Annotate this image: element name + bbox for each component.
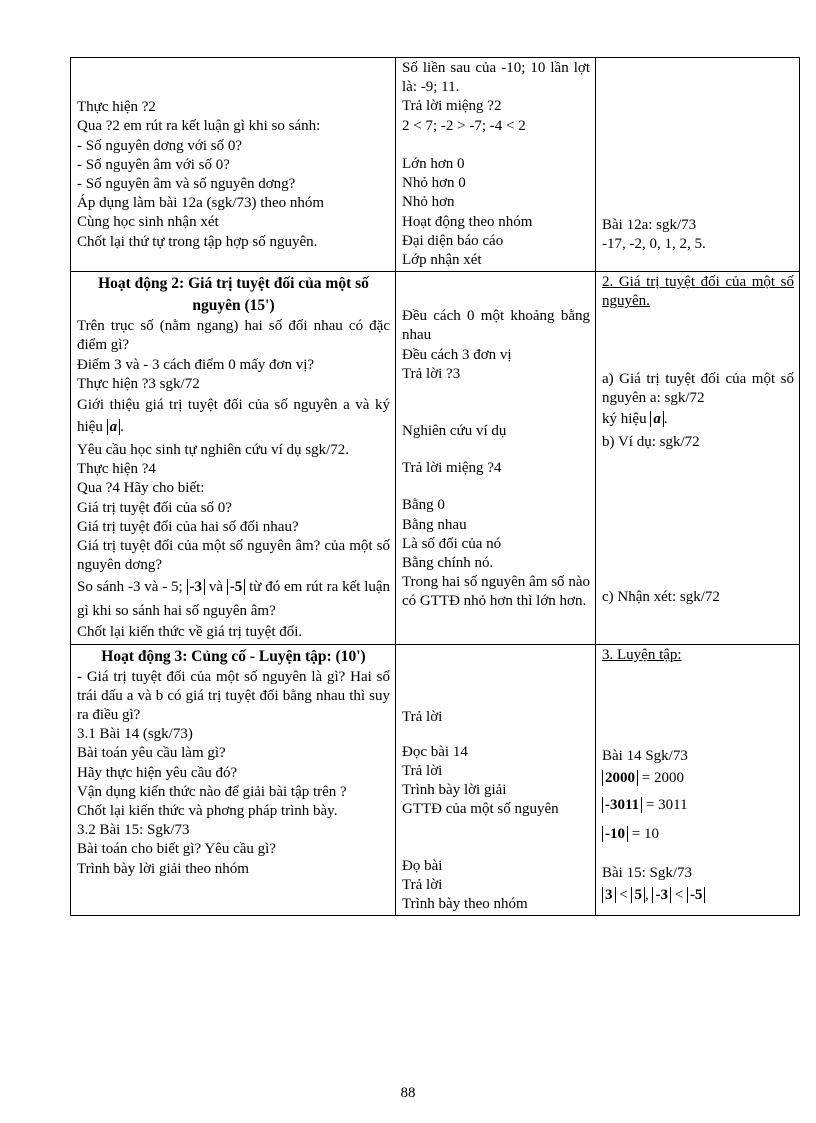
text-line: Lớn hơn 0 [402,156,465,172]
table-row [71,644,800,916]
page-number: 88 [400,1085,416,1101]
activity-heading: Hoạt động 2: Giá trị tuyệt đối của một số nguyên (15') [98,275,369,315]
text-line: Trình bày lời giải [402,782,507,799]
text-line: Yêu cầu học sinh tự nghiên cứu ví dụ sgk/72. [77,442,350,459]
activity-heading: Hoạt động 3: Củng cố - Luyện tập: (10') [101,647,366,665]
text-span: < [674,887,684,904]
text-line: b) Ví dụ: sgk/72 [602,434,700,451]
text-line: a) Giá trị tuyệt đối của một số nguyên a: sgk/72 [602,370,794,406]
text-line: Thực hiện ?3 sgk/72 [77,375,200,392]
text-line: Qua ?4 Hãy cho biết: [77,480,205,497]
text-span: , [644,887,649,904]
text-line: Trả lời [402,763,443,780]
text-line: Bài 15: Sgk/73 [602,865,693,882]
table-row [71,272,800,644]
content-cell [596,644,800,916]
text-line: -17, -2, 0, 1, 2, 5. [602,236,706,253]
abs-value-symbol: a [107,419,121,435]
text-line: Đều cách 0 một khoảng bằng nhau [402,308,590,344]
text-line: 3.1 Bài 14 (sgk/73) [77,726,193,743]
content-cell [596,272,800,644]
text-line: Cùng học sinh nhận xét [77,214,219,231]
text-line: 3.2 Bài 15: Sgk/73 [77,822,190,839]
text-line: Trả lời miệng ?2 [402,98,502,115]
text-line [602,883,794,907]
text-line: Điểm 3 và - 3 cách điểm 0 mấy đơn vị? [77,356,315,373]
text-line: - Giá trị tuyệt đối của một số nguyên là gì? Hai số trái dấu a và b có giá trị tuyệt đối bằng nhau thì suy ra điều gì? [77,668,390,724]
text-line: Bằng 0 [402,497,445,514]
text-line: Trả lời [402,708,443,725]
text-line: Bài 12a: sgk/73 [602,217,697,233]
text-span: ký hiệu [602,411,647,428]
lesson-plan-table [70,57,800,916]
text-span: = 3011 [645,797,688,814]
text-line: Thực hiện ?2 [77,99,156,116]
text-line: Qua ?2 em rút ra kết luận gì khi so sánh: [77,118,321,135]
text-span: và [208,579,223,596]
section-title: 2. Giá trị tuyệt đối của một số nguyên. [602,274,794,310]
text-line: Áp dụng làm bài 12a (sgk/73) theo nhóm [77,195,325,212]
text-span: < [619,887,628,904]
teacher-activity-cell [71,644,396,916]
teacher-activity-cell [71,58,396,272]
text-line: 2 < 7; -2 > -7; -4 < 2 [402,117,526,134]
text-span: Giới thiệu giá trị tuyệt đối của số nguyên a và ký hiệu [77,397,390,436]
abs-value-symbol: 5 [631,887,645,903]
text-line: - Số nguyên dơng với số 0? [77,137,243,154]
abs-value-symbol: -5 [227,579,246,595]
text-line: c) Nhận xét: sgk/72 [602,589,720,606]
text-line: Giá trị tuyệt đối của số 0? [77,499,232,516]
text-line: Bằng chính nó. [402,555,494,572]
section-title: 3. Luyện tập: [602,646,682,663]
abs-value-symbol: -3011 [602,797,642,813]
text-line: Đọ bài [402,857,443,874]
text-line: Trả lời ?3 [402,365,461,382]
teacher-activity-cell [71,272,396,644]
text-line: Lớp nhận xét [402,252,482,269]
abs-value-symbol: -5 [687,887,706,903]
text-line: Vận dụng kiến thức nào để giải bài tập trên ? [77,783,347,800]
text-line: Bài 14 Sgk/73 [602,747,688,764]
text-line: Trả lời miệng ?4 [402,460,502,477]
text-line: Trả lời [402,876,443,893]
table-row [71,58,800,272]
text-span: = 2000 [641,770,684,787]
text-line: Đọc bài 14 [402,743,468,760]
text-line: Chốt lại kiến thức và phơng pháp trình bày. [77,803,338,820]
text-span: . [663,411,668,428]
abs-value-symbol: -3 [187,579,206,595]
student-activity-cell [396,58,596,272]
student-activity-cell [396,272,596,644]
text-line: - Số nguyên âm và số nguyên dơng? [77,176,296,192]
text-line: Bài toán cho biết gì? Yêu cầu gì? [77,841,276,858]
text-span: từ đó em rút ra kết luận gì khi so sánh hai số nguyên âm? [77,579,391,620]
text-line: Thực hiện ?4 [77,461,156,478]
abs-value-symbol: -10 [602,826,628,842]
abs-value-symbol: a [650,411,664,427]
text-line: Hoạt động theo nhóm [402,213,533,230]
text-line: Trình bày theo nhóm [402,896,528,913]
text-line [77,575,390,623]
text-line: Bài toán yêu cầu làm gì? [77,745,226,762]
text-line: Trình bày lời giải theo nhóm [77,860,249,877]
text-line: Giá trị tuyệt đối của một số nguyên âm? của một số nguyên dơng? [77,538,390,574]
text-line: Đều cách 3 đơn vị [402,346,512,363]
text-line: Chốt lại kiến thức về giá trị tuyệt đối. [77,624,303,641]
text-line: Giá trị tuyệt đối của hai số đối nhau? [77,518,299,535]
text-line: - Số nguyên âm với số 0? [77,156,230,173]
text-line: Trên trục số (nằm ngang) hai số đối nhau có đặc điểm gì? [77,318,390,354]
text-line: Là số đối của nó [402,535,502,552]
text-line: Bằng nhau [402,516,467,533]
text-line: Nghiên cứu ví dụ [402,423,507,440]
text-span: = 10 [631,826,659,843]
student-activity-cell [396,644,596,916]
text-line: Hãy thực hiện yêu cầu đó? [77,764,238,781]
abs-value-symbol: -3 [652,887,671,903]
text-span: . [120,419,124,436]
text-line [602,766,794,790]
abs-value-symbol: 2000 [602,770,638,786]
text-line [77,394,390,438]
text-line: GTTĐ của một số nguyên [402,801,559,818]
content-cell [596,58,800,272]
text-line: Nhỏ hơn [402,194,455,211]
text-line [602,820,794,848]
text-line: Đại diện báo cáo [402,232,504,249]
text-line [602,408,794,430]
text-line [602,790,794,820]
text-line: Chốt lại thứ tự trong tập hợp số nguyên. [77,233,318,250]
text-span: So sánh -3 và - 5; [77,579,183,596]
text-line: Nhỏ hơn 0 [402,175,466,192]
text-line: Số liền sau của -10; 10 lần lợt là: -9; 11. [402,60,590,96]
text-line: Trong hai số nguyên âm số nào có GTTĐ nhỏ hơn thì lớn hơn. [402,574,590,610]
abs-value-symbol: 3 [602,887,616,903]
